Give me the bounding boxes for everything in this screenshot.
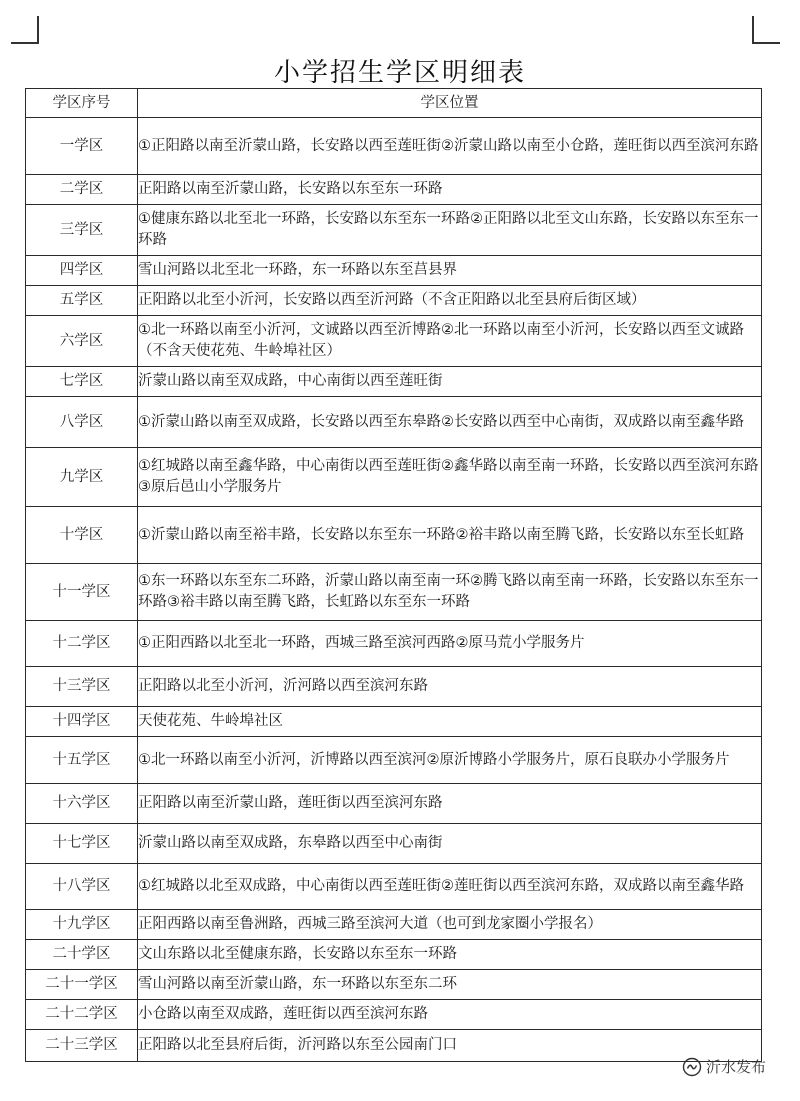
table-row [26, 367, 762, 397]
zone-number-cell: 七学区 [26, 367, 138, 397]
zone-number-cell: 二十一学区 [26, 970, 138, 1000]
table-row [26, 507, 762, 564]
zone-location-cell: ①红城路以南至鑫华路，中心南街以西至莲旺街②鑫华路以南至南一环路，长安路以西至滨河东路③原后邑山小学服务片 [138, 448, 762, 507]
crop-mark-top-left [11, 16, 39, 44]
table-row [26, 397, 762, 448]
zone-number-cell: 二学区 [26, 175, 138, 205]
table-row [26, 205, 762, 256]
zone-location-cell: 正阳西路以南至鲁洲路，西城三路至滨河大道（也可到龙家圈小学报名） [138, 910, 762, 940]
wechat-channel-icon [682, 1057, 702, 1077]
zone-location-cell: 沂蒙山路以南至双成路，中心南街以西至莲旺街 [138, 367, 762, 397]
table-body [26, 118, 762, 1062]
zone-number-cell: 十学区 [26, 507, 138, 564]
zone-number-cell: 十五学区 [26, 737, 138, 784]
table-row [26, 448, 762, 507]
zone-location-cell: ①健康东路以北至北一环路，长安路以东至东一环路②正阳路以北至文山东路，长安路以东至东一环路 [138, 205, 762, 256]
zone-number-cell: 三学区 [26, 205, 138, 256]
zone-location-cell: 正阳路以北至县府后街，沂河路以东至公园南门口 [138, 1030, 762, 1062]
zone-number-cell: 二十三学区 [26, 1030, 138, 1062]
table-header-row [26, 89, 762, 118]
zone-location-cell: ①沂蒙山路以南至双成路，长安路以西至东皋路②长安路以西至中心南街，双成路以南至鑫华路 [138, 397, 762, 448]
table-row [26, 784, 762, 824]
zone-location-cell: ①正阳西路以北至北一环路，西城三路至滨河西路②原马荒小学服务片 [138, 621, 762, 667]
zone-location-cell: ①北一环路以南至小沂河，沂博路以西至滨河②原沂博路小学服务片，原石良联办小学服务片 [138, 737, 762, 784]
zone-number-cell: 十四学区 [26, 707, 138, 737]
table-row [26, 1030, 762, 1062]
zone-number-cell: 二十学区 [26, 940, 138, 970]
table-row [26, 864, 762, 910]
zone-number-cell: 一学区 [26, 118, 138, 175]
zone-number-cell: 十七学区 [26, 824, 138, 864]
table-row [26, 707, 762, 737]
zone-number-cell: 十二学区 [26, 621, 138, 667]
zone-number-cell: 六学区 [26, 316, 138, 367]
zone-location-cell: 正阳路以南至沂蒙山路，莲旺街以西至滨河东路 [138, 784, 762, 824]
table-row [26, 940, 762, 970]
zone-number-cell: 十三学区 [26, 667, 138, 707]
zone-location-cell: 天使花苑、牛岭埠社区 [138, 707, 762, 737]
zone-number-cell: 十一学区 [26, 564, 138, 621]
table-row [26, 824, 762, 864]
crop-mark-top-right [752, 16, 780, 44]
zone-location-cell: 正阳路以北至小沂河，沂河路以西至滨河东路 [138, 667, 762, 707]
table-row [26, 621, 762, 667]
zone-location-cell: ①正阳路以南至沂蒙山路，长安路以西至莲旺街②沂蒙山路以南至小仓路，莲旺街以西至滨河东路 [138, 118, 762, 175]
header-zone-number: 学区序号 [26, 89, 138, 118]
table-row [26, 256, 762, 286]
table-row [26, 737, 762, 784]
zone-number-cell: 五学区 [26, 286, 138, 316]
watermark [682, 1056, 766, 1077]
zone-location-cell: ①沂蒙山路以南至裕丰路，长安路以东至东一环路②裕丰路以南至腾飞路，长安路以东至长虹路 [138, 507, 762, 564]
table-row [26, 175, 762, 205]
table-row [26, 1000, 762, 1030]
zone-number-cell: 四学区 [26, 256, 138, 286]
zone-number-cell: 二十二学区 [26, 1000, 138, 1030]
table-row [26, 667, 762, 707]
zone-number-cell: 十八学区 [26, 864, 138, 910]
zone-location-cell: 小仓路以南至双成路，莲旺街以西至滨河东路 [138, 1000, 762, 1030]
zone-location-cell: 沂蒙山路以南至双成路，东皋路以西至中心南街 [138, 824, 762, 864]
table-row [26, 970, 762, 1000]
zone-location-cell: ①东一环路以东至东二环路，沂蒙山路以南至南一环②腾飞路以南至南一环路，长安路以东至东一环路③裕丰路以南至腾飞路，长虹路以东至东一环路 [138, 564, 762, 621]
page-title: 小学招生学区明细表 [273, 58, 526, 88]
zone-location-cell: 雪山河路以北至北一环路，东一环路以东至莒县界 [138, 256, 762, 286]
table-row [26, 564, 762, 621]
zone-location-cell: ①红城路以北至双成路，中心南街以西至莲旺街②莲旺街以西至滨河东路，双成路以南至鑫华路 [138, 864, 762, 910]
table-row [26, 316, 762, 367]
zone-location-cell: 正阳路以北至小沂河，长安路以西至沂河路（不含正阳路以北至县府后街区域） [138, 286, 762, 316]
school-district-table [25, 88, 762, 1062]
watermark-text: 沂水发布 [706, 1058, 767, 1076]
zone-location-cell: 文山东路以北至健康东路，长安路以东至东一环路 [138, 940, 762, 970]
zone-number-cell: 十九学区 [26, 910, 138, 940]
zone-location-cell: 雪山河路以南至沂蒙山路，东一环路以东至东二环 [138, 970, 762, 1000]
zone-location-cell: ①北一环路以南至小沂河，文诚路以西至沂博路②北一环路以南至小沂河，长安路以西至文诚路（不含天使花苑、牛岭埠社区） [138, 316, 762, 367]
zone-number-cell: 八学区 [26, 397, 138, 448]
zone-location-cell: 正阳路以南至沂蒙山路，长安路以东至东一环路 [138, 175, 762, 205]
zone-number-cell: 十六学区 [26, 784, 138, 824]
header-zone-location: 学区位置 [138, 89, 762, 118]
table-row [26, 118, 762, 175]
table-row [26, 910, 762, 940]
table-row [26, 286, 762, 316]
zone-number-cell: 九学区 [26, 448, 138, 507]
